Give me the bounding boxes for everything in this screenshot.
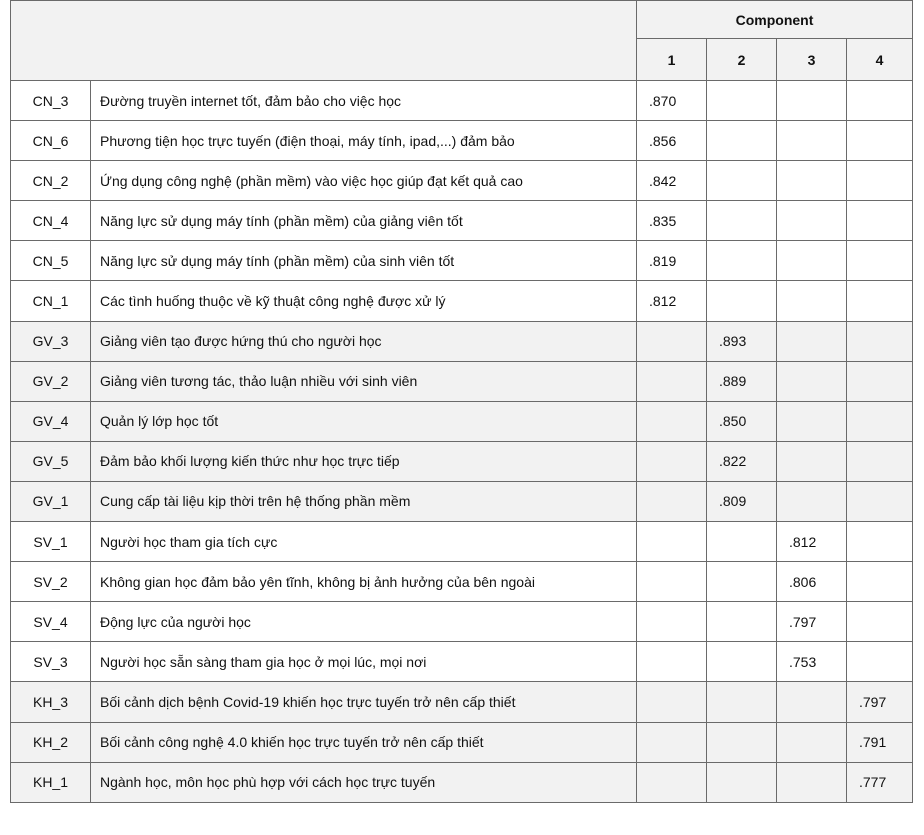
item-code-cell: CN_5 — [11, 241, 91, 281]
loading-cell-component-3 — [777, 241, 847, 281]
loading-cell-component-2 — [707, 281, 777, 321]
item-description-cell: Năng lực sử dụng máy tính (phần mềm) của sinh viên tốt — [91, 241, 637, 281]
component-header-3: 3 — [777, 39, 847, 81]
loading-cell-component-3: .753 — [777, 642, 847, 682]
item-description-cell: Các tình huống thuộc về kỹ thuật công nghệ được xử lý — [91, 281, 637, 321]
item-description-cell: Phương tiện học trực tuyến (điện thoại, máy tính, ipad,...) đảm bảo — [91, 121, 637, 161]
loading-cell-component-3 — [777, 401, 847, 441]
component-header-2: 2 — [707, 39, 777, 81]
item-code-cell: GV_4 — [11, 401, 91, 441]
loading-cell-component-1 — [637, 562, 707, 602]
table-row — [11, 281, 913, 321]
loading-cell-component-3 — [777, 682, 847, 722]
loading-cell-component-3 — [777, 762, 847, 802]
table-row — [11, 121, 913, 161]
item-code-cell: CN_6 — [11, 121, 91, 161]
table-row — [11, 361, 913, 401]
loading-cell-component-2 — [707, 642, 777, 682]
item-description-cell: Ứng dụng công nghệ (phần mềm) vào việc học giúp đạt kết quả cao — [91, 161, 637, 201]
loading-cell-component-2: .850 — [707, 401, 777, 441]
item-description-cell: Giảng viên tương tác, thảo luận nhiều với sinh viên — [91, 361, 637, 401]
table-row — [11, 642, 913, 682]
loading-cell-component-4: .797 — [847, 682, 913, 722]
table-row — [11, 201, 913, 241]
loading-cell-component-3 — [777, 81, 847, 121]
loading-cell-component-1 — [637, 602, 707, 642]
loading-cell-component-3: .806 — [777, 562, 847, 602]
loading-cell-component-2: .893 — [707, 321, 777, 361]
table-row — [11, 81, 913, 121]
component-group-header: Component — [637, 1, 913, 39]
loading-cell-component-4 — [847, 321, 913, 361]
loading-cell-component-1 — [637, 441, 707, 481]
loading-cell-component-1 — [637, 762, 707, 802]
loading-cell-component-1 — [637, 321, 707, 361]
item-code-cell: KH_1 — [11, 762, 91, 802]
loading-cell-component-2 — [707, 161, 777, 201]
table-row — [11, 161, 913, 201]
item-description-cell: Bối cảnh công nghệ 4.0 khiến học trực tuyến trở nên cấp thiết — [91, 722, 637, 762]
table-row — [11, 441, 913, 481]
loading-cell-component-4 — [847, 602, 913, 642]
loading-cell-component-2 — [707, 522, 777, 562]
item-description-cell: Không gian học đảm bảo yên tĩnh, không bị ảnh hưởng của bên ngoài — [91, 562, 637, 602]
item-code-cell: SV_3 — [11, 642, 91, 682]
item-code-cell: SV_1 — [11, 522, 91, 562]
loading-cell-component-3 — [777, 201, 847, 241]
item-code-cell: CN_4 — [11, 201, 91, 241]
item-description-cell: Người học tham gia tích cực — [91, 522, 637, 562]
loading-cell-component-2 — [707, 81, 777, 121]
item-description-cell: Bối cảnh dịch bệnh Covid-19 khiến học trực tuyến trở nên cấp thiết — [91, 682, 637, 722]
loading-cell-component-1 — [637, 722, 707, 762]
loading-cell-component-3 — [777, 722, 847, 762]
item-description-cell: Quản lý lớp học tốt — [91, 401, 637, 441]
table-body — [11, 81, 913, 803]
loading-cell-component-2: .809 — [707, 481, 777, 521]
loading-cell-component-3 — [777, 441, 847, 481]
loading-cell-component-1: .812 — [637, 281, 707, 321]
loading-cell-component-1 — [637, 522, 707, 562]
loading-cell-component-4 — [847, 522, 913, 562]
loading-cell-component-2 — [707, 682, 777, 722]
header-row-group — [11, 1, 913, 39]
item-code-cell: CN_2 — [11, 161, 91, 201]
loading-cell-component-4 — [847, 481, 913, 521]
loading-cell-component-4: .777 — [847, 762, 913, 802]
item-code-cell: KH_3 — [11, 682, 91, 722]
loading-cell-component-1: .835 — [637, 201, 707, 241]
item-description-cell: Đường truyền internet tốt, đảm bảo cho việc học — [91, 81, 637, 121]
loading-cell-component-1 — [637, 401, 707, 441]
loading-cell-component-1: .819 — [637, 241, 707, 281]
loading-cell-component-2: .822 — [707, 441, 777, 481]
loading-cell-component-2 — [707, 241, 777, 281]
rotated-component-matrix-table — [10, 0, 913, 803]
loading-cell-component-4 — [847, 161, 913, 201]
loading-cell-component-2 — [707, 762, 777, 802]
table-row — [11, 762, 913, 802]
loading-cell-component-3 — [777, 121, 847, 161]
table-row — [11, 321, 913, 361]
item-code-cell: KH_2 — [11, 722, 91, 762]
item-description-cell: Giảng viên tạo được hứng thú cho người học — [91, 321, 637, 361]
loading-cell-component-2 — [707, 562, 777, 602]
table-row — [11, 401, 913, 441]
item-code-cell: GV_3 — [11, 321, 91, 361]
loading-cell-component-4 — [847, 281, 913, 321]
loading-cell-component-3 — [777, 281, 847, 321]
table-row — [11, 602, 913, 642]
loading-cell-component-2 — [707, 602, 777, 642]
item-code-cell: SV_4 — [11, 602, 91, 642]
table-row — [11, 562, 913, 602]
loading-cell-component-3 — [777, 361, 847, 401]
item-description-cell: Năng lực sử dụng máy tính (phần mềm) của giảng viên tốt — [91, 201, 637, 241]
loading-cell-component-3 — [777, 321, 847, 361]
item-description-cell: Người học sẵn sàng tham gia học ở mọi lúc, mọi nơi — [91, 642, 637, 682]
loading-cell-component-3 — [777, 481, 847, 521]
loading-cell-component-2 — [707, 121, 777, 161]
component-header-4: 4 — [847, 39, 913, 81]
loading-cell-component-1: .856 — [637, 121, 707, 161]
loading-cell-component-4 — [847, 562, 913, 602]
loading-cell-component-4 — [847, 81, 913, 121]
loading-cell-component-3: .797 — [777, 602, 847, 642]
loading-cell-component-3: .812 — [777, 522, 847, 562]
loading-cell-component-3 — [777, 161, 847, 201]
item-code-cell: GV_2 — [11, 361, 91, 401]
loading-cell-component-1: .842 — [637, 161, 707, 201]
loading-cell-component-4 — [847, 401, 913, 441]
table-row — [11, 481, 913, 521]
item-description-cell: Ngành học, môn học phù hợp với cách học trực tuyến — [91, 762, 637, 802]
item-code-cell: CN_3 — [11, 81, 91, 121]
loading-cell-component-4 — [847, 441, 913, 481]
component-header-1: 1 — [637, 39, 707, 81]
item-code-cell: CN_1 — [11, 281, 91, 321]
loading-cell-component-1: .870 — [637, 81, 707, 121]
loading-cell-component-4 — [847, 241, 913, 281]
loading-cell-component-4 — [847, 642, 913, 682]
loading-cell-component-1 — [637, 361, 707, 401]
item-code-cell: SV_2 — [11, 562, 91, 602]
item-description-cell: Đảm bảo khối lượng kiến thức như học trực tiếp — [91, 441, 637, 481]
table-row — [11, 241, 913, 281]
table-row — [11, 722, 913, 762]
item-description-cell: Cung cấp tài liệu kịp thời trên hệ thống phần mềm — [91, 481, 637, 521]
loading-cell-component-4 — [847, 121, 913, 161]
loading-cell-component-4 — [847, 361, 913, 401]
loading-cell-component-2: .889 — [707, 361, 777, 401]
table-row — [11, 682, 913, 722]
header-empty-cell — [11, 1, 637, 81]
loading-cell-component-4 — [847, 201, 913, 241]
loading-cell-component-4: .791 — [847, 722, 913, 762]
table-header — [11, 1, 913, 81]
loading-cell-component-1 — [637, 642, 707, 682]
loading-cell-component-2 — [707, 722, 777, 762]
item-code-cell: GV_1 — [11, 481, 91, 521]
item-code-cell: GV_5 — [11, 441, 91, 481]
loading-cell-component-1 — [637, 481, 707, 521]
factor-loading-table-container — [10, 0, 913, 803]
loading-cell-component-2 — [707, 201, 777, 241]
table-row — [11, 522, 913, 562]
loading-cell-component-1 — [637, 682, 707, 722]
item-description-cell: Động lực của người học — [91, 602, 637, 642]
